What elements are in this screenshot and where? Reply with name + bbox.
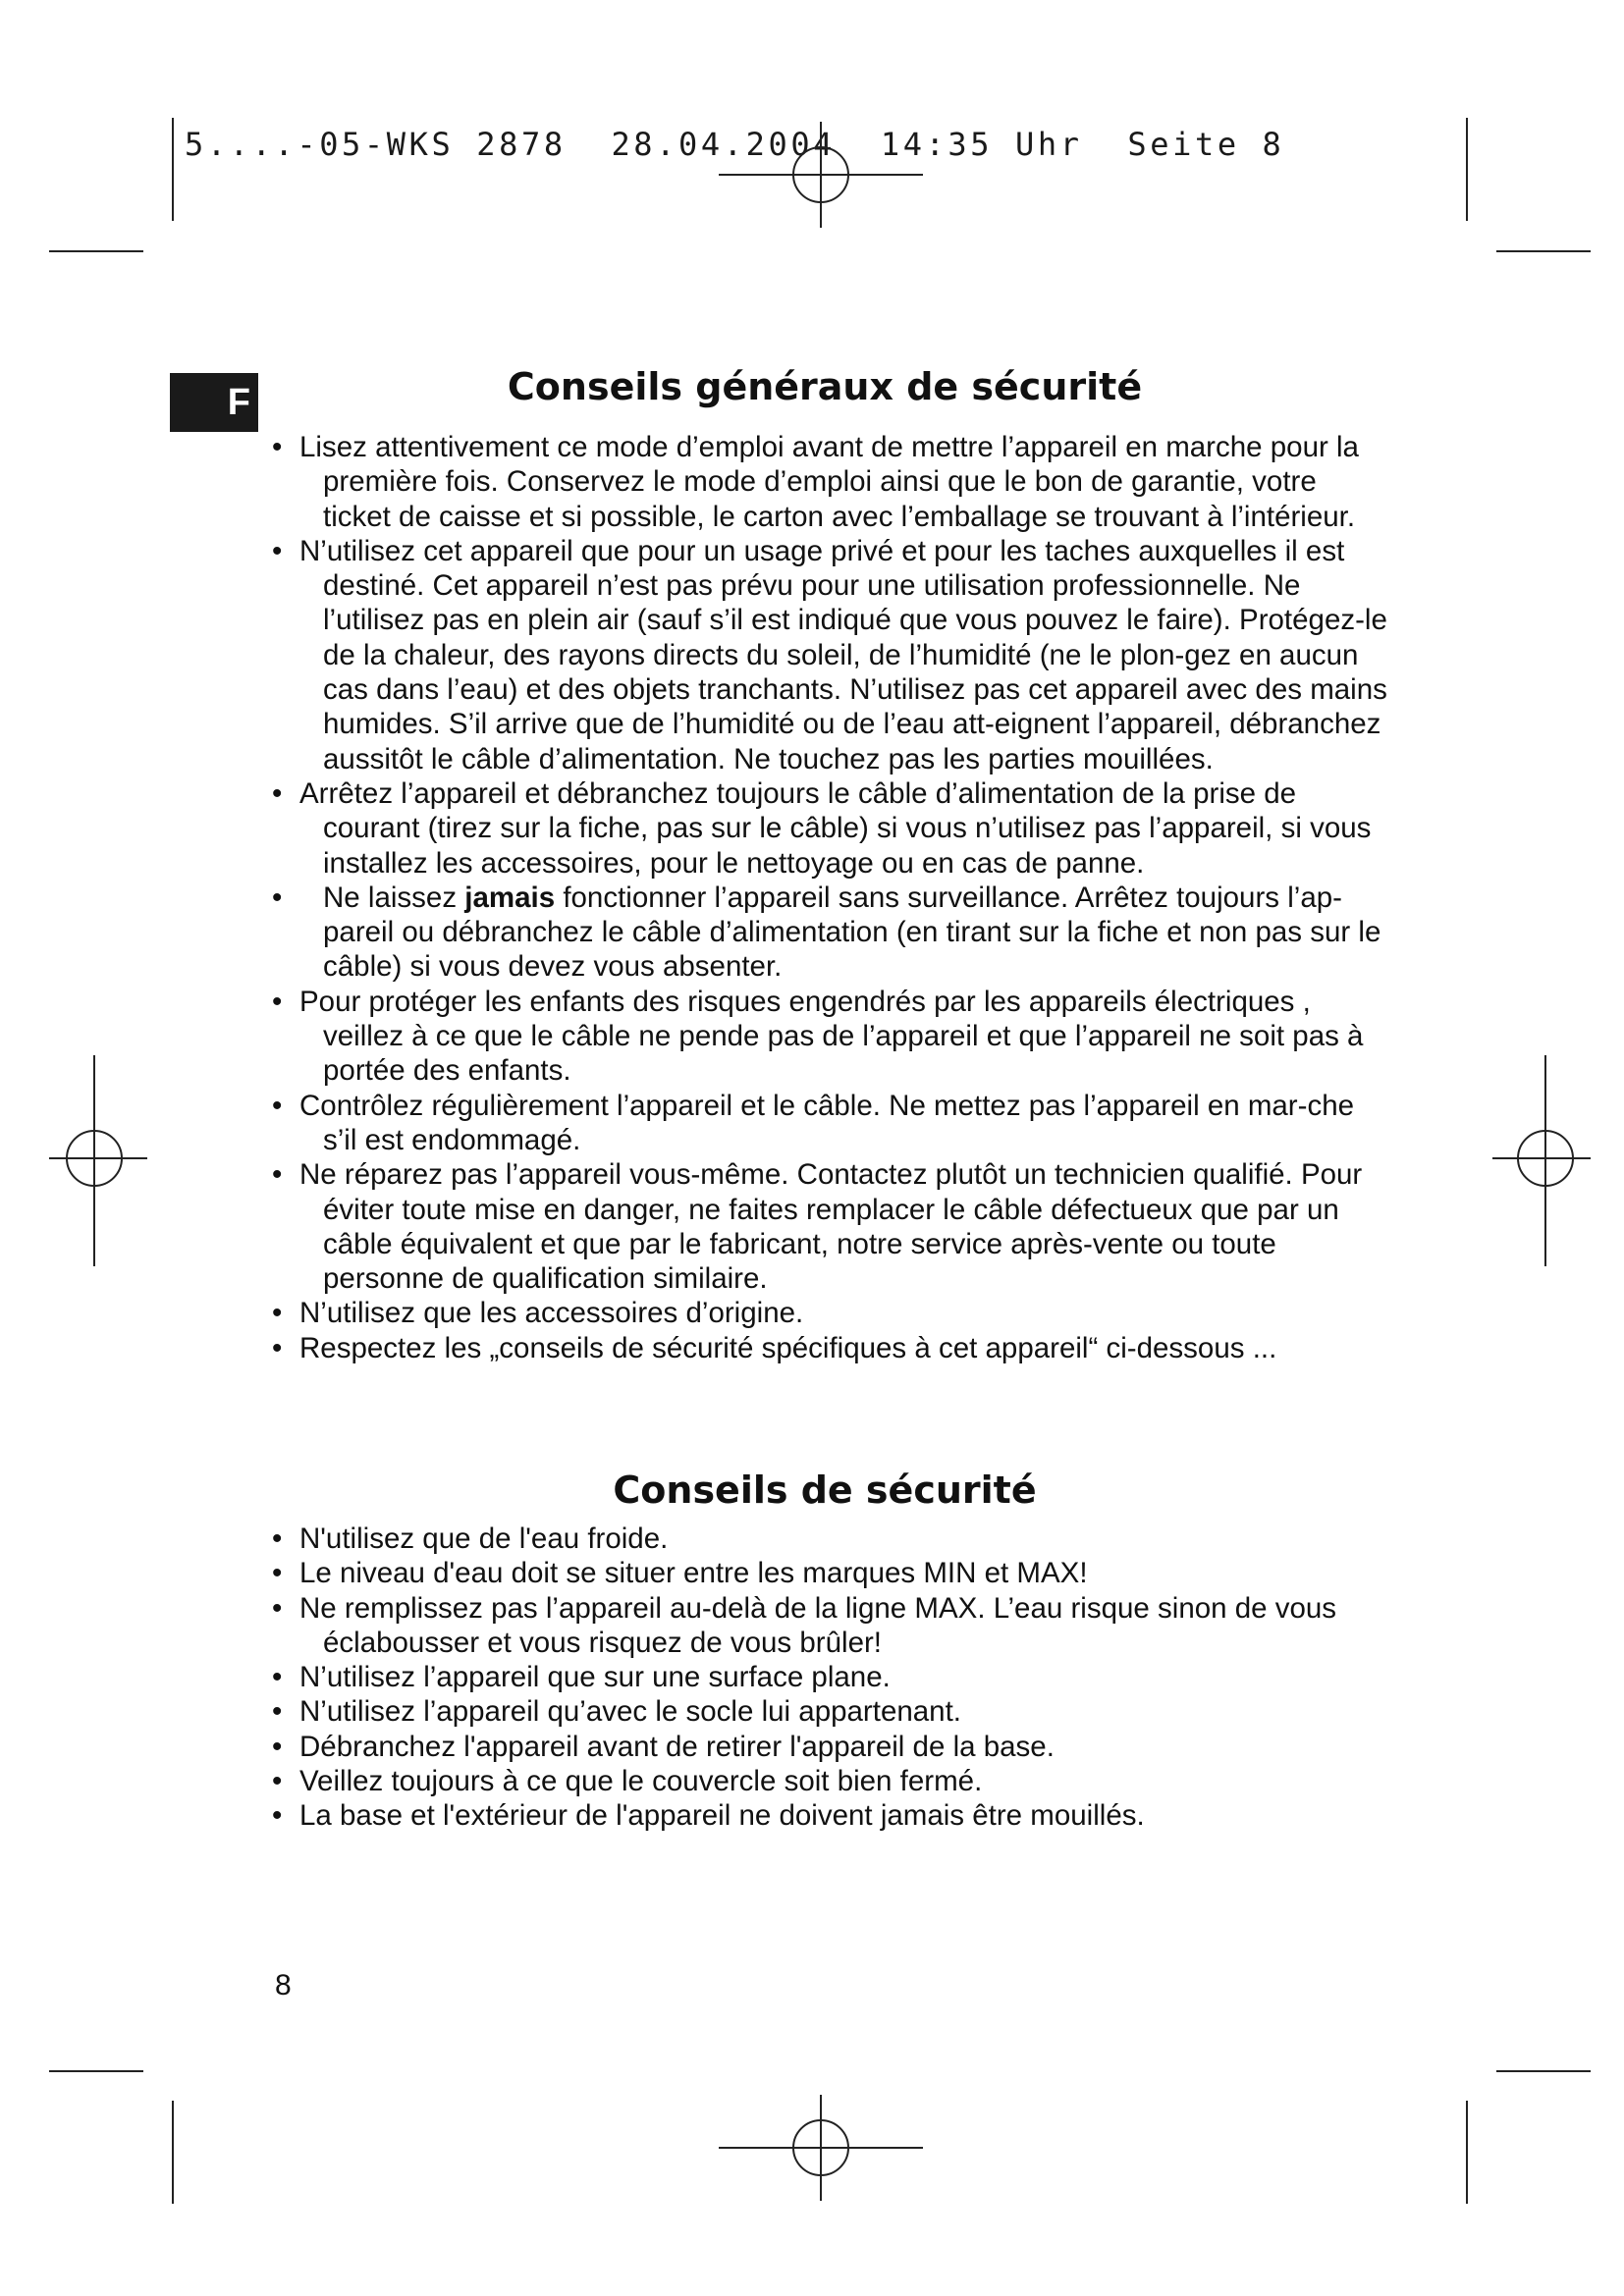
bullet-icon: • [272, 881, 283, 914]
list-item [272, 1798, 1391, 1833]
bullet-icon: • [272, 776, 283, 810]
list-item [272, 985, 1391, 1089]
bullet-icon: • [272, 1522, 283, 1555]
list-item [272, 1157, 1391, 1296]
bullet-icon: • [272, 1695, 283, 1729]
bullet-icon: • [272, 1158, 283, 1192]
bullet-icon: • [272, 1089, 283, 1122]
list-item [272, 776, 1391, 881]
list-item [272, 1522, 1391, 1556]
list-item [272, 1591, 1391, 1661]
emphasis-text: jamais [464, 881, 556, 914]
list-item [272, 881, 1391, 985]
list-item-text: Ne réparez pas l’appareil vous-même. Contactez plutôt un technicien qualifié. Pour éviter toute mise en danger, ne faites remplacer le câble défectueux que par un câble équivalent et que par le fabricant, notre service après-vente ou toute personne de qualification similaire. [299, 1158, 1363, 1296]
bullet-icon: • [272, 1730, 283, 1763]
bullet-icon: • [272, 985, 283, 1018]
list-item-text: Arrêtez l’appareil et débranchez toujours le câble d’alimentation de la prise de courant (tirez sur la fiche, pas sur le câble) si vous n’utilisez pas l’appareil, si vous installez les accessoires, pour le nettoyage ou en cas de panne. [299, 776, 1372, 880]
list-item [272, 1089, 1391, 1158]
bullet-icon: • [272, 1661, 283, 1694]
list-item [272, 1331, 1391, 1365]
language-tab: F [170, 373, 258, 432]
list-item [272, 1694, 1391, 1729]
bullet-icon: • [272, 1331, 283, 1364]
list-item [272, 430, 1391, 534]
bullet-icon: • [272, 1765, 283, 1798]
list-item-text: Pour protéger les enfants des risques engendrés par les appareils électriques , veillez à ce que le câble ne pende pas de l’appareil et que l’appareil ne soit pas à portée des enfants. [299, 985, 1364, 1088]
list-item [272, 1764, 1391, 1798]
bullet-icon: • [272, 1799, 283, 1833]
general-safety-heading: Conseils généraux de sécurité [507, 365, 1143, 408]
list-item-text: N'utilisez que de l'eau froide. [299, 1522, 669, 1555]
list-item-text: N’utilisez que les accessoires d’origine. [299, 1297, 804, 1330]
specific-safety-list [272, 1522, 1391, 1834]
list-item-text: Ne remplissez pas l’appareil au-delà de la ligne MAX. L’eau risque sinon de vous éclabousser et vous risquez de vous brûler! [299, 1591, 1337, 1659]
list-item-text: La base et l'extérieur de l'appareil ne doivent jamais être mouillés. [299, 1799, 1145, 1833]
list-item [272, 1296, 1391, 1330]
bullet-icon: • [272, 534, 283, 567]
list-item-text: Veillez toujours à ce que le couvercle soit bien fermé. [299, 1765, 983, 1798]
bullet-icon: • [272, 1297, 283, 1330]
bullet-icon: • [272, 1557, 283, 1590]
list-item [272, 1556, 1391, 1590]
bullet-icon: • [272, 431, 283, 463]
general-safety-list [272, 430, 1391, 1365]
list-item-text: N’utilisez l’appareil qu’avec le socle lui appartenant. [299, 1695, 961, 1729]
list-item-text: Lisez attentivement ce mode d’emploi avant de mettre l’appareil en marche pour la première fois. Conservez le mode d’emploi ainsi que le bon de garantie, votre ticket de caisse et si possible, le carton avec l’emballage se trouvant à l’intérieur. [299, 431, 1359, 533]
list-item [272, 1660, 1391, 1694]
list-item [272, 534, 1391, 776]
list-item [272, 1730, 1391, 1764]
specific-safety-heading: Conseils de sécurité [613, 1468, 1037, 1512]
list-item-text: N’utilisez cet appareil que pour un usage privé et pour les taches auxquelles il est destiné. Cet appareil n’est pas prévu pour une utilisation professionnelle. Ne l’utilisez pas en plein air (sauf s’il est indiqué que vous pouvez le faire). Protégez-le de la chaleur, des rayons directs du soleil, de l’humidité (ne le plon-gez en aucun cas dans l’eau) et des objets tranchants. N’utilisez pas cet appareil avec des mains humides. S’il arrive que de l’humidité ou de l’eau att-eignent l’appareil, débranchez aussitôt le câble d’alimentation. Ne touchez pas les parties mouillées. [299, 534, 1387, 775]
list-item-text: Contrôlez régulièrement l’appareil et le câble. Ne mettez pas l’appareil en mar-che s’il est endommagé. [299, 1089, 1355, 1156]
list-item-text: Le niveau d'eau doit se situer entre les marques MIN et MAX! [299, 1557, 1088, 1590]
bullet-icon: • [272, 1591, 283, 1625]
page-number: 8 [275, 1969, 292, 2002]
list-item-text: N’utilisez l’appareil que sur une surface plane. [299, 1661, 891, 1694]
list-item-text: Ne laissez jamais fonctionner l’appareil sans surveillance. Arrêtez toujours l’ap-pareil ou débranchez le câble d’alimentation (en tirant sur la fiche et non pas sur le câble) si vous devez vous absenter. [323, 881, 1381, 984]
list-item-text: Respectez les „conseils de sécurité spécifiques à cet appareil“ ci-dessous ... [299, 1331, 1277, 1364]
print-slug: 5....-05-WKS 2878 28.04.2004 14:35 Uhr Seite 8 [185, 126, 1285, 163]
list-item-text: Débranchez l'appareil avant de retirer l'appareil de la base. [299, 1730, 1055, 1763]
